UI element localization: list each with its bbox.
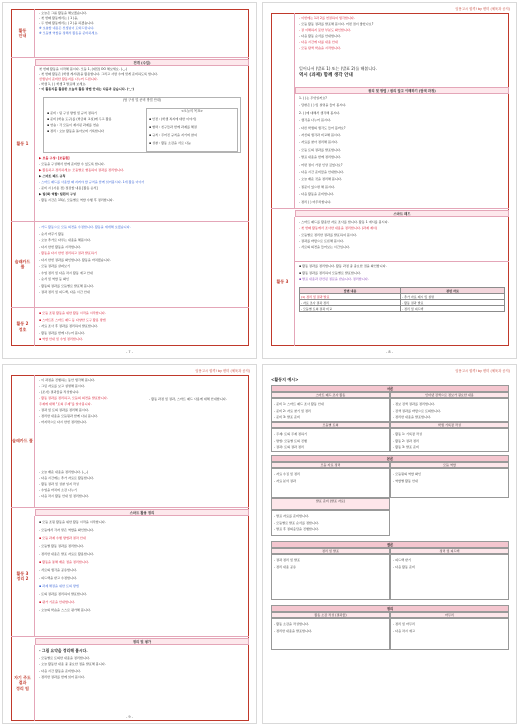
content-cell	[271, 510, 390, 536]
text-line: 일어나서 (발표 1) 또는 (발표 2)를 해봅니다.	[299, 66, 378, 71]
text-line: - 이 활동지를 활용한 오늘의 활동 방법 안내는 다음과 같습니다. (-_-)	[39, 87, 134, 91]
section-band: 원리 및 방법 / 원리 알고 이해하기 (탐색 과정)	[295, 87, 509, 94]
text-line: - 오늘은 그룹 활동을 해보겠습니다.	[39, 11, 87, 15]
table-cell: - 추가 자료 제시 및 설명	[401, 294, 505, 300]
page-8	[262, 2, 517, 359]
cell-lines	[393, 471, 508, 497]
content-cell	[271, 468, 390, 498]
text-line: ▪ 준비 (학습 도구)를 (학급의 교실)에 두고 활용	[47, 117, 112, 121]
row-divider	[271, 208, 509, 209]
text-line: - 준비 3: 발표 준비	[274, 415, 300, 419]
worksheet-page	[262, 364, 517, 724]
text-line: - 오늘 배운 내용을 정리합니다. (-_-)	[39, 470, 89, 474]
activity2-lines	[39, 310, 245, 344]
text-line: - 생각을 나누어 봅시다.	[299, 118, 331, 123]
row-label-text: 자기 주도 결과 정리 팀	[14, 675, 31, 691]
text-line: 2. ( )에 대해서 생각해 봅시다.	[299, 110, 341, 115]
text-line: - 모둠 결과를 살펴보기	[39, 264, 70, 268]
row-label-text: 슬래카드 풀	[12, 438, 33, 444]
content-cell	[390, 468, 509, 498]
text-line: - 두 번째 활동에서는 ( 2 )을 하겠습니다.	[39, 21, 95, 25]
text-line: 1. ( )는 무엇일까요?	[299, 96, 327, 100]
text-line: ▪ 연습 : 각 모둠이 제시된 과제를 연습	[47, 123, 99, 127]
text-line: ▪ 발표 내용과 관련된 질문을 받습니다. 정리합니다.	[299, 277, 369, 281]
text-line: - 모둠별로 정리한 결과를 발표하여 봅시다.	[299, 232, 357, 237]
text-line: - 다음 시간 준비물을 안내합니다.	[299, 170, 344, 175]
text-line: - 오늘 활동한 내용 중 중요한 점을 발표해 봅니다.	[39, 662, 106, 666]
text-line: - 첫 번째 활동에서 조사한 내용을 정리합니다. (과제 제시)	[299, 226, 378, 231]
content-cell	[390, 554, 509, 600]
table-row	[300, 306, 505, 312]
row-divider	[11, 507, 249, 508]
text-line: - 순서 바꾸기 활동	[39, 231, 64, 236]
content-cell	[390, 428, 509, 452]
text-line: - 모둠을 구성해서 함께 준비할 수 있도록 합니다.	[39, 162, 105, 166]
text-line: - 다음 시간 활동을 준비합니다.	[39, 668, 81, 673]
text-line: - 모둠 활동 결과를 발표해 봅시다. 어떤 점이 좋았나요?	[299, 22, 374, 26]
text-line: - 그림 자료를 보고 설명해 봅시다.	[39, 384, 85, 388]
subsection-heading: 정리 및 발표	[271, 548, 390, 554]
page-header: 임용고시 합격! by 변미 (체육과 공저)	[455, 7, 510, 11]
text-line: - 발표 후 질의응답을 진행합니다.	[274, 527, 319, 531]
text-line: ※ 모둠별 역할을 정해서 활동을 준비하세요.	[39, 31, 99, 35]
sec3-lines	[39, 518, 245, 634]
text-line: ▪ 준비 : 팀 구성 방법 및 규칙 정하기	[47, 111, 97, 115]
text-line: - 검색 결과를 바탕으로 토의합니다.	[393, 408, 441, 413]
table-cell: - 정리 및 피드백	[401, 306, 505, 312]
text-line: - 카드 활동으로 모둠 의견을 수정합니다. 활동을 재개해 보겠습니다.	[39, 225, 131, 229]
text-line: - 역할별 활동 안내	[393, 478, 418, 483]
page-number: - 9 -	[126, 715, 133, 719]
inner-box	[43, 97, 241, 153]
text-line: ▶ 모둠 구성: [모둠원]	[39, 156, 70, 160]
table-cell: - 활동 결과 발표	[401, 300, 505, 306]
page-number: - 8 -	[386, 350, 393, 354]
row-label-text: 활동 3 정리 2	[16, 570, 29, 581]
text-line: - 결과 정리 및 피드백, 다음 시간 안내	[39, 290, 90, 294]
row-label-slide	[11, 221, 35, 307]
content-cell	[390, 398, 509, 422]
text-line: - 활동의 결과를 모둠별로 발표해 봅니다.	[39, 283, 94, 288]
text-line: - 다시 한번 결과를 확인합니다. 활동을 마치겠습니다.	[39, 257, 111, 262]
content-cell	[271, 428, 390, 452]
row-label-text: 슬래카드 풀	[14, 258, 31, 269]
text-line: - 활동 소감을 작성합니다.	[274, 622, 309, 626]
cell-lines	[393, 401, 508, 421]
text-line: - 정리한 내용을 모둠원과 함께 나눠 봅니다.	[39, 414, 98, 418]
text-line: - 방법: 모둠별 토의 진행	[274, 438, 307, 443]
text-line: - 정리 내용 공유	[274, 564, 296, 569]
text-line: - 서로의 의견을 들어보는 시간입니다.	[299, 245, 350, 250]
text-line: - 정리 및 마무리	[393, 622, 415, 626]
table-cell: - 자료 조사 결과 정리	[300, 300, 401, 306]
text-line: ▶ 팀(4) 역할: 팀원의 구성	[39, 192, 76, 196]
text-line: ▪ 스마트폰 스마트 패드 등 다양한 도구 활용 방법	[39, 317, 106, 322]
text-line: - 모둠별 활동 결과를 정리합니다.	[39, 544, 84, 548]
text-line: - 피드백 받기	[393, 558, 412, 562]
text-line: 역시 (과제) 함께 생각 안내	[299, 73, 353, 78]
text-line: - 다음 활동을 준비합니다.	[299, 192, 334, 197]
cell-lines	[274, 431, 389, 451]
text-line: ▪ 정리 : 오늘 활동을 돌아보며 기록합니다	[47, 129, 104, 133]
cell-lines	[274, 557, 389, 597]
subsection-heading: 활동 소감 작성 (결과물)	[271, 612, 390, 618]
text-line: - 활동 3: 발표 준비	[393, 445, 419, 449]
text-line: ▶ 스마트 패드 규칙	[39, 174, 66, 178]
text-line: ▪ 협력 : 친구들과 함께 과제를 해결	[149, 125, 197, 129]
subsection-heading: 모둠별 토의	[271, 422, 390, 428]
row-label-text: 활동 안내	[18, 27, 27, 38]
text-line: - 활동 2: 결과 정리	[393, 438, 419, 443]
row-label-guide	[11, 9, 35, 57]
text-line: ▪ 과제 해결을 위한 토의 방법	[39, 584, 79, 588]
section-heading: 결론	[271, 541, 509, 548]
text-line: ▪ 규칙 : 주어진 규칙을 지키며 참여	[149, 133, 197, 137]
text-line: - 어떤 점이 가장 인상 깊었나요?	[299, 162, 343, 167]
text-line: ▪ 활동 결과를 정리하여 모둠별로 발표합니다.	[299, 270, 361, 275]
box-right	[146, 108, 238, 152]
text-line: - 다음 시간에는 추가 자료로 활동합니다.	[39, 476, 94, 480]
text-line: - 첫 번째 활동은 (학생 게시판)을 활용합니다. 그리고 사람 수에 맞게 준비하도록 합니다.	[39, 72, 158, 76]
text-line: - 마지막으로 다시 한번 정리합니다.	[39, 420, 87, 424]
text-line: - 정리한 내용은 발표 자료로 활용합니다.	[39, 552, 94, 556]
row-label-summary	[11, 645, 35, 721]
text-line: - 자신의 생각과 비교해 봅시다.	[299, 133, 341, 138]
text-line: - 자료를 찾아 정리해 봅시다.	[299, 140, 338, 145]
text-line: - 답변은 ( ) 및 설명을 들어 봅시다.	[299, 103, 347, 108]
text-line: - 피드백을 받고 수정합니다.	[39, 576, 77, 580]
text-line: ▪ 모둠 조원 활동을 위한 활동 시작을 시작합니다.	[39, 311, 106, 315]
content-cell	[271, 554, 390, 600]
highlight-lines	[299, 65, 505, 85]
text-line: - 활동 시간은 15분, 모둠별로 역할 수행 후 정리합니다.	[39, 198, 114, 202]
text-line: - 결과를 바탕으로 토론해 봅시다.	[299, 238, 344, 243]
text-line: - 활동 결과를 함께 나누어 봅니다.	[39, 330, 85, 335]
activity1-lines	[39, 67, 245, 95]
text-line: - 정리 ( ) 마무리합니다.	[299, 199, 332, 204]
cell-lines	[274, 401, 389, 421]
row-divider	[295, 261, 509, 262]
text-line: - 모둠 토의 결과를 발표합니다.	[299, 147, 341, 152]
text-line: - 자료 수집 및 정리	[274, 472, 300, 476]
section-heading: 본론	[271, 455, 509, 462]
text-line: ▶ 활동하고 정리하세요: 모둠별로 협동하여 결과를 정리합니다.	[39, 168, 125, 172]
text-line: - 다음 시간에 다룰 내용 안내	[299, 40, 338, 44]
text-line: ▪ 활동 결과를 정리합니다. 활동 과정 중 중요한 점을 확인합니다.	[299, 264, 387, 268]
text-line: - 결과: 토의 결과 정리	[274, 445, 305, 449]
content-cell	[271, 398, 390, 422]
slide-lines	[39, 224, 245, 306]
table-header: 관련 자료	[401, 288, 505, 294]
page-header: 임용고시 합격! by 변미 (체육과 공저)	[195, 369, 250, 373]
text-line: ▪ 모둠 조원 활동을 위한 활동 시작을 시작합니다.	[39, 520, 106, 524]
text-line: - 이번에는 1과 2를 연결하여 생각합니다.	[299, 16, 355, 20]
table-cell: - 모둠별 토의 결과 비교	[300, 306, 401, 312]
text-line: - 서로의 생각을 공유합니다.	[39, 568, 77, 572]
content-cell	[271, 618, 390, 650]
text-line: - 활동 결과를 정리하고, 모둠의 의견을 발표합니다.	[39, 396, 108, 400]
text-line: - 모둠별로 토의한 내용을 정리합니다.	[39, 655, 90, 660]
cell-lines	[274, 513, 389, 535]
row-label-activity3	[11, 516, 35, 636]
row-divider	[11, 57, 249, 58]
text-line: - 주제: 토의 주제 정하기	[274, 432, 307, 436]
text-line: ▪ 평가 기준을 안내합니다.	[39, 600, 75, 604]
row-label-slide	[11, 375, 35, 507]
text-line: - 다음 활동 순서를 안내합니다.	[299, 34, 341, 38]
table-cell: (1) 정리 및 결과 발표	[300, 294, 401, 300]
text-line: - 준비 1: 스마트 패드 조사 활동 안내	[274, 402, 324, 406]
row-divider	[11, 221, 249, 222]
row-label-activity3	[271, 217, 295, 346]
page-header: 임용고시 합격! by 변미 (체육과 공저)	[455, 369, 510, 373]
subsection-heading: 모둠 자료 정리	[271, 462, 390, 468]
text-line: ▪ 안전 : (학생 복지에 대한 이야기)	[149, 117, 197, 121]
guide-lines	[39, 11, 244, 57]
text-line: - 활동 결과 및 성찰 일지 작성	[39, 482, 79, 486]
text-line: 주제에 대해 "토의 주제"를 알아봅니다.	[39, 402, 92, 406]
row-label-text: 활동 2 정호	[16, 321, 29, 332]
box-title: <오늘의 목표>	[181, 109, 203, 113]
text-line: 선생님이 준비한 활동지를 나누어 드립니다.	[39, 77, 98, 81]
subsection-heading: 모둠 역할	[390, 462, 509, 468]
text-line: - 활동 과정 및 결과, 스마트 패드 사용에 대해 안내합니다.	[149, 397, 227, 401]
row-label-top	[271, 13, 295, 208]
box-left-lines	[47, 110, 141, 152]
text-line: - 수업 정리 및 다음 차시 활동 예고 안내	[39, 270, 93, 275]
box-right-lines	[149, 115, 237, 151]
text-line: - 활동 1: 기록장 작성	[393, 432, 422, 436]
text-line: - 순서 및 역할 등 확인	[39, 277, 69, 281]
text-line: - 준비 2: 자료 찾기 및 정리	[274, 408, 311, 413]
subsection-heading: 마무리	[390, 612, 509, 618]
row-label-text: 활동 1	[16, 140, 29, 146]
text-line: - 다시 한번 활동을 시작합니다.	[39, 244, 81, 249]
text-line: ▪ 성찰 : 활동 소감을 서로 나눔	[149, 141, 191, 145]
text-line: - 활동을 다시 한번 정리하고 결과 발표하기	[39, 251, 97, 255]
text-line: - 모둠원의 역할 확인	[393, 472, 421, 476]
subsection-heading: 인터넷 검색으로 정보가 필요한 내용	[390, 392, 509, 398]
cell-lines	[393, 557, 508, 597]
text-line: - 정리한 내용을 발표합니다.	[274, 628, 312, 633]
text-line: - 자료 조사 후 결과를 정리하여 발표합니다.	[39, 324, 98, 328]
cell-lines	[393, 621, 508, 649]
text-line: - 첫 번째 활동에서는 ( 1 )을,	[39, 16, 79, 20]
text-line: - 그림 요약을 정리해 봅시다.	[39, 648, 88, 653]
text-line: ▪ 모둠 과제 수행 방법과 절차 안내	[39, 536, 86, 540]
text-line: - 결과 정리 및 발표	[274, 558, 300, 562]
section-band: 스마트 패드	[295, 210, 509, 217]
text-line: - 정보 검색 결과를 정리합니다.	[393, 402, 435, 406]
row-label-activity1	[11, 66, 35, 221]
text-line: - 모둠에서 각자 맡은 역할을 확인합니다.	[39, 528, 94, 532]
text-line: - 결과 및 토의 결과를 정리해 봅시다.	[39, 408, 89, 412]
box-title: (팀 구성 및 준비 방법 안내)	[122, 98, 162, 102]
worksheet-title: <활동지 예시>	[271, 377, 299, 382]
activity3-lines	[299, 219, 505, 259]
cell-lines	[393, 431, 508, 451]
text-line: - 모둠별로 발표 순서를 정합니다.	[274, 520, 319, 525]
text-line: - 자료 분석 결과	[274, 478, 296, 483]
text-line: - 스마트 패드를 사용할 때 지켜야 할 규칙을 함께 읽어봅시다. 1개 활동 이야기	[39, 180, 145, 184]
content-cell	[390, 618, 509, 650]
text-line: - 토의 결과를 정리하여 발표합니다.	[39, 592, 87, 596]
text-line: - 학생 1, ( ) 학생 2 발표해 보세요.	[39, 82, 87, 86]
text-line: - 이 과정을 진행하는 동안 생각해 봅니다.	[39, 378, 95, 382]
answer-table	[299, 287, 505, 312]
section-heading: 정리	[271, 605, 509, 612]
text-line: - 수업을 마치며 소감 나누기	[39, 488, 77, 492]
top-lines	[39, 377, 143, 467]
text-line: - 오늘 추가로 다루는 내용을 해봅시다.	[39, 238, 91, 242]
subsection-heading: 스마트 패드 조사 활동	[271, 392, 390, 398]
sec4-lines	[39, 648, 245, 688]
subsection-heading: 정리 및 피드백	[390, 548, 509, 554]
text-line: ▪ 활동을 통해 배운 점을 정리합니다.	[39, 560, 89, 564]
mid-lines	[299, 95, 505, 207]
text-line: - 잘 이해하지 못한 부분도 확인합니다.	[299, 28, 351, 32]
text-line: ※ 보충할 내용은 선생님이 도와드립니다.	[39, 26, 95, 30]
row-label-text: 활동 3	[276, 278, 289, 284]
text-line: - 정리한 결과를 함께 읽어 봅시다.	[39, 675, 85, 679]
cell-lines	[274, 471, 389, 497]
text-line: - 정리한 내용을 발표합니다.	[393, 415, 431, 419]
text-line: - 질문이 있으면 해 봅시다.	[299, 184, 335, 189]
text-line: - 다음 활동 준비	[393, 564, 415, 569]
text-line: - 다음 차시 예고	[393, 628, 415, 633]
top-lines	[299, 15, 505, 65]
section-heading: 서론	[271, 385, 509, 392]
section-band: 스마트 활용 정리	[35, 509, 249, 516]
text-line: - 오늘 배운 것을 정리해 봅니다.	[299, 177, 342, 182]
subsection-heading: 발표 준비 (발표 자료)	[271, 498, 390, 510]
text-line: - 스마트 패드를 활용한 자료 조사를 합니다. 활동 1 예시를 봅시다.	[299, 220, 389, 224]
page-9	[2, 364, 257, 724]
activity3b-lines	[299, 263, 505, 285]
row-label-activity2	[11, 307, 35, 346]
row-divider	[11, 307, 249, 308]
page-number: - 7 -	[126, 350, 133, 354]
cell-lines	[274, 621, 389, 649]
page-7	[2, 2, 257, 359]
text-line: - 준비 시 (사용 전) 점검할 내용 [활동 순서]	[39, 186, 98, 190]
subsection-heading: 학생 기록장 작성	[390, 422, 509, 428]
sec2-lines	[39, 469, 245, 505]
row-divider	[11, 636, 249, 637]
text-line: 첫 번째 활동을 시작해 봅시다. 모둠 1, (대답) OO 해보세요. (-_-)	[39, 67, 128, 71]
text-line: - (조사) 결과물을 작성합니다.	[39, 390, 80, 394]
activity1-after	[39, 155, 245, 219]
section-band: 정리 및 평가	[35, 638, 249, 645]
text-line: - 모둠 탐색 학습을 시작합니다.	[299, 46, 341, 50]
text-line: - 발표 내용을 함께 정리합니다.	[299, 155, 341, 160]
text-line: - 다른 학생의 생각도 들어 볼까요?	[299, 125, 346, 130]
text-line: - 발표 자료를 준비합니다.	[274, 514, 309, 518]
text-line: - 오늘의 학습을 스스로 평가해 봅니다.	[39, 608, 91, 612]
text-line: ▪ 역할 안내 및 수업 정리합니다.	[39, 337, 83, 341]
table-header: 답변 내용	[300, 288, 401, 294]
text-line: - 다음 차시 활동 안내 및 정리합니다.	[39, 494, 89, 498]
right-note	[149, 397, 245, 411]
section-band: 전개 (수업)	[35, 59, 249, 66]
